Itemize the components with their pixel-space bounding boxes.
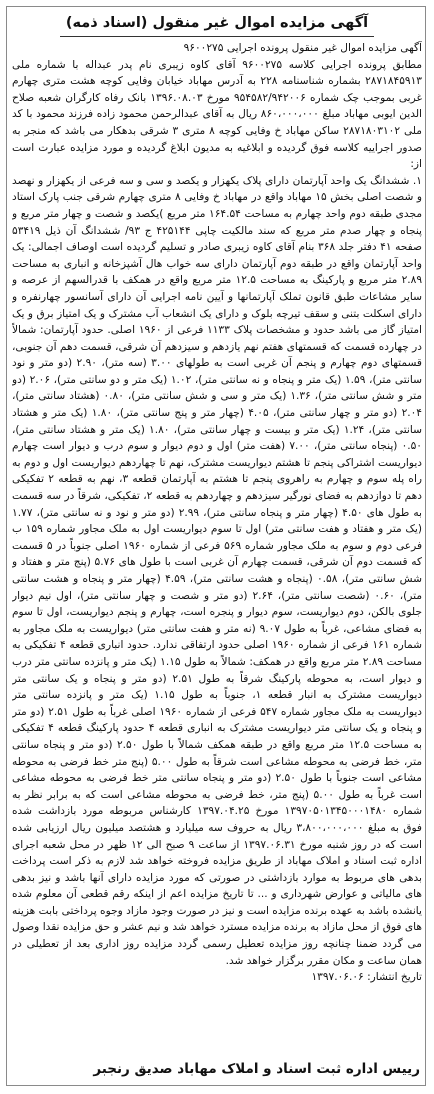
notice-header <box>0 10 434 36</box>
notice-heading: آگهی مزایده اموال غیر منقول پرونده اجرایی ۹۶۰۰۲۷۵ <box>183 42 422 54</box>
notice-paragraph-intro: مطابق پرونده اجرایی کلاسه ۹۶۰۰۲۷۵ آقای کاوه زیبری نام پدر عبداله با شماره ملی ۲۸۷۱۸۴۵۹۱۳ بشماره شناسنامه ۲۲۸ به آدرس مهاباد خیابان وفایی کوچه هشت متری چهارم غربی بموجب چک شماره ۹۵۴۵۸۲/۹۴۲۰۰۶ مورخ ۱۳۹۶.۰۸.۰۳ بانک رفاه کارگران شعبه صلاح الدین ایوبی مهاباد مبلغ ۸۶۰،۰۰۰،۰۰۰ ریال به آقای عبدالرحمن محمود زاده فرزند محمود با کد ملی ۲۸۷۱۸۰۳۱۰۲ ساکن مهاباد خ وفایی کوچه ۸ متری ۳ شرقی بدهکار می باشد که منجر به صدور اجراییه کلاسه فوق گردیده و ابلاغیه به مدیون ابلاغ گردیده و مورد مزایده عبارت است از: <box>12 58 422 171</box>
notice-paragraph-property: ۱. ششدانگ یک واحد آپارتمان دارای پلاک یکهزار و یکصد و سی و سه فرعی از یکهزار و نهصد و شصت اصلی بخش ۱۵ مهاباد واقع در مهاباد خ وفایی ۸ متری چهارم شرقی جنب پارک استاد مجدی طبقه دوم واحد چهارم به مساحت ۱۶۴.۵۴ متر مربع )یکصد و شصت و چهار متر مربع و پنجاه و چهار صدم متر مربع که سند مالکیت چاپی ۴۲۵۱۴۴ ج ۹۳/ ششدانگ آن ذیل ۵۳۴۱۹ صفحه ۴۱ دفتر جلد ۳۶۸ بنام آقای کاوه زیبری صادر و تسلیم گردیده است اوصاف اجمالی: یک واحد آپارتمان واقع در طبقه دوم آپارتمان دارای سه خواب هال آشپزخانه و انباری به مساحت ۲.۸۹ متر مربع و پارکینگ به مساحت ۱۲.۵ متر مربع واقع در همکف با قدرالسهم از عرصه و سایر مشاعات طبق قانون تملک آپارتمانها و آیین نامه اجرایی آن دارای آسانسور چهارنفره و دارای اسکلت بتنی و سقف تیرچه بلوک و دارای یک انشعاب آب مشترک و یک امتیاز برق و یک امتیاز گاز می باشد حدود و مشخصات پلاک ۱۱۳۳ فرعی از ۱۹۶۰ اصلی. حدود آپارتمان: شمالاً در چهارده قسمت که قسمتهای هفتم نهم یازدهم و سیزدهم آن شرقی، قسمت دهم آن جنوبی، قسمتهای دوم چهارم و پنجم آن غربی است به طولهای ۳.۰۰ (سه متر)، ۲.۹۰ (دو متر و نود سانتی متر)، ۱.۵۹ (یک متر و پنجاه و نه سانتی متر)، ۱.۰۲ (یک متر و دو سانتی متر)، ۲.۰۶ (دو متر و شش سانتی متر)، ۱.۳۶ (یک متر و سی و شش سانتی متر)، ۰.۸۰ (هشتاد سانتی متر)، ۲.۰۴ (دو متر و چهار سانتی متر)، ۴.۰۵ (چهار متر و پنج سانتی متر)، ۱.۸۰ (یک متر و هشتاد سانتی متر)، ۱.۲۴ (یک متر و بیست و چهار سانتی متر)، ۱.۸۰ (یک متر و هشتاد سانتی متر)، ۰.۵۰ (پنجاه سانتی متر)، ۷.۰۰ (هفت متر) اول و دوم دیوار و سوم درب و دیوار است چهارم دیواریست اشتراکی پنجم تا هشتم دیواریست مشترک، نهم تا چهاردهم دیواریست اول و دوم به راه پله سوم و چهارم به راهروی پنجم تا هشتم به آپارتمان قطعه ۳، نهم به قطعه ۲ تفکیکی دهم تا دوازدهم به فضای نورگیر سیزدهم و چهاردهم به قطعه ۲، تفکیکی، شرقاً در سه قسمت به طول های ۴.۵۰ (چهار متر و پنجاه سانتی متر)، ۲.۹۹ (دو متر و نود و نه سانتی متر)، ۱.۷۷ (یک متر و هفتاد و هفت سانتی متر) اول تا سوم دیواریست اول به ملک مجاور شماره ۱۵۹ ب فرعی دوم و سوم به ملک مجاور شماره ۵۶۹ فرعی از شماره ۱۹۶۰ اصلی جنوباً در ۵ قسمت که قسمت دوم آن شرقی، قسمت چهارم آن غربی است با طول های ۵.۷۶ (پنج متر و هفتاد و شش سانتی متر)، ۰.۵۸ (پنجاه و هشت سانتی متر)، ۴.۵۹ (چهار متر و پنجاه و هشت سانتی متر)، ۰.۶۰ (شصت سانتی متر)، ۲.۶۴ (دو متر و شصت و چهار سانتی متر)، اول نیم دیوار جلوی بالکن، دوم دیواریست، سوم دیوار و پنجره است، چهارم و پنجم دیواریست، اول تا سوم به فضای مشاعی، غرباً به طول ۹.۰۷ (نه متر و هفت سانتی متر) دیواریست به ملک مجاور به شماره ۱۶۱ فرعی از شماره ۱۹۶۰ اصلی حدود ارتفاقی ندارد. حدود انباری قطعه ۴ تفکیکی به مساحت ۲.۸۹ متر مربع واقع در همکف: شمالاً به طول ۱.۱۵ (یک متر و پانزده سانتی متر درب و دیوار است، به محوطه پارکینگ شرقاً به طول ۲.۵۱ (دو متر و پنجاه و یک سانتی متر دیواریست مشترک به انبار قطعه ۱، جنوباً به طول ۱.۱۵ (یک متر و پانزده سانتی متر دیواریست به ملک مجاور شماره ۵۴۷ فرعی از شماره ۱۹۶۰ اصلی غرباً به طول ۲.۵۱ (دو متر و پنجاه و یک سانتی متر دیواریست مشترک به انباری قطعه ۴ حدود پارکینگ قطعه ۴ تفکیکی به مساحت ۱۲.۵ متر مربع واقع در طبقه همکف شمالاً با طول ۲.۵۰ (دو متر و پنجاه سانتی متر، خط فرضی به محوطه مشاعی است شرقاً به طول ۵.۰۰ (پنج متر خط فرضی به محوطه مشاعی است جنوباً با طول ۲.۵۰ (دو متر و پنجاه سانتی متر خط فرضی به محوطه مشاعی است غرباً به طول ۵.۰۰ (پنج متر، خط فرضی به محوطه مشاعی است که به برابر نظر به شماره ۱۳۹۷۰۵۰۱۳۴۵۰۰۰۱۴۸۰ مورخ ۱۳۹۷.۰۴.۲۵ کارشناس مربوطه مورد بازداشت شده فوق به مبلغ ۳،۸۰۰،۰۰۰،۰۰۰ ریال به حروف سه میلیارد و هشتصد میلیون ریال ارزیابی شده است که در روز شنبه مورخ ۱۳۹۷.۰۶.۳۱ از ساعت ۹ صبح الی ۱۲ ظهر در محل شعبه اجرای اداره ثبت اسناد و املاک مهاباد از طریق مزایده فروخته خواهد شد لازم به ذکر است پرداخت بدهی های مربوط به موارد بازداشتی در صورتی که مورد مزایده دارای آنها باشد و نیز بدهی های مالیاتی و عوارض شهرداری و ... تا تاریخ مزایده اعم از اینکه رقم قطعی آن معلوم شده یانشده باشد به عهده برنده مزایده است و نیز در صورت وجود مازاد وجوه پرداختی بابت هزینه های فوق از محل مازاد به برنده مزایده مسترد خواهد شد و نیم عشر و حق مزایده نقدا وصول می گردد ضمنا چنانچه روز مزایده تعطیل رسمی گردد مزایده روز اداری بعد از تعطیلی در همان ساعت و مکان مقرر برگزار خواهد شد. <box>12 174 422 967</box>
signature-line: رییس اداره ثبت اسناد و املاک مهاباد صدیق رنجبر <box>93 1061 420 1077</box>
notice-body <box>12 40 422 1050</box>
publication-date: تاریخ انتشار: ۱۳۹۷.۰۶.۰۶ <box>311 971 422 984</box>
notice-title: آگهی مزایده اموال غیر منقول (اسناد ذمه) <box>60 10 374 37</box>
